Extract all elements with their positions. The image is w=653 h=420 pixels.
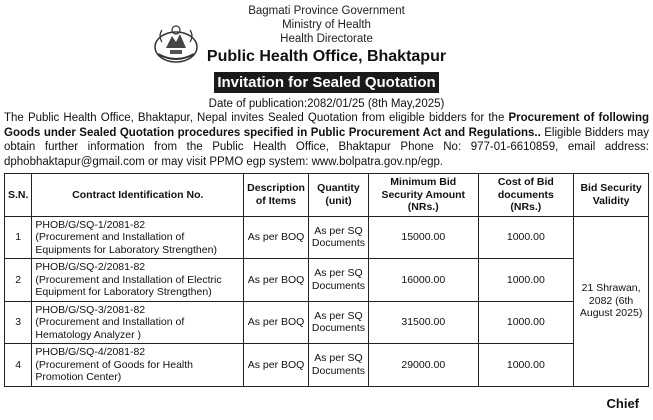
contract-cell <box>32 301 244 344</box>
description-cell: As per BOQ <box>244 259 309 302</box>
row-sn: 2 <box>5 259 32 302</box>
cost-cell: 1000.00 <box>478 216 574 259</box>
contract-cell <box>32 216 244 259</box>
quantity-cell: As per SQ Documents <box>308 301 368 344</box>
cost-cell: 1000.00 <box>478 259 574 302</box>
table-row <box>5 301 649 344</box>
contract-detail: (Procurement of Goods for Health Promotion Center) <box>35 358 193 383</box>
header-cost: Cost of Bid documents (NRs.) <box>478 174 574 217</box>
signature-chief: Chief <box>606 396 639 411</box>
quotation-table <box>4 173 649 387</box>
intro-bold-text: Procurement of following Goods under Sealed Quotation procedures specified in Public Procurement Act and Regulations.. <box>4 112 649 139</box>
row-sn: 3 <box>5 301 32 344</box>
nepal-emblem-icon <box>152 22 200 66</box>
contract-detail: (Procurement and Installation of Electric Equipment for Laboratory Strengthen) <box>35 273 222 298</box>
contract-id: PHOB/G/SQ-3/2081-82 <box>35 303 146 316</box>
quantity-cell: As per SQ Documents <box>308 259 368 302</box>
contract-id: PHOB/G/SQ-4/2081-82 <box>35 346 146 358</box>
table-row <box>5 216 649 259</box>
contract-cell <box>32 344 244 387</box>
header-sn: S.N. <box>5 174 32 217</box>
intro-text: The Public Health Office, Bhaktapur, Nepal invites Sealed Quotation from eligible bidders for the <box>4 112 509 124</box>
cost-cell: 1000.00 <box>478 344 574 387</box>
table-row <box>5 259 649 302</box>
contract-detail: (Procurement and Installation of Hematology Analyzer ) <box>35 316 185 341</box>
header-min-bid: Minimum Bid Security Amount (NRs.) <box>369 174 478 217</box>
table-row <box>5 344 649 387</box>
min-bid-cell: 31500.00 <box>369 301 478 344</box>
cost-cell: 1000.00 <box>478 301 574 344</box>
notice-banner: Invitation for Sealed Quotation <box>214 72 439 93</box>
contract-id: PHOB/G/SQ-1/2081-82 <box>35 218 146 231</box>
quantity-cell: As per SQ Documents <box>308 344 368 387</box>
min-bid-cell: 29000.00 <box>369 344 478 387</box>
min-bid-cell: 15000.00 <box>369 216 478 259</box>
description-cell: As per BOQ <box>244 301 309 344</box>
invitation-paragraph <box>4 111 649 169</box>
contact-text: Eligible Bidders may obtain further information from the Public Health Office, Bhaktapur Phone No: 977-01-6610859, email address: dphobhaktapur@gmail.com or may visit PPMO egp system: www.bolpatra.gov.np/egp. <box>4 126 649 168</box>
validity-cell: 21 Shrawan, 2082 (6th August 2025) <box>574 216 649 386</box>
office-title: Public Health Office, Bhaktapur <box>206 48 447 65</box>
header-validity: Bid Security Validity <box>574 174 649 217</box>
contract-id: PHOB/G/SQ-2/2081-82 <box>35 261 146 273</box>
ministry-name: Ministry of Health <box>282 19 371 31</box>
government-name: Bagmati Province Government <box>248 5 405 17</box>
description-cell: As per BOQ <box>244 344 309 387</box>
contract-detail: (Procurement and Installation of Equipments for Laboratory Strengthen) <box>35 231 217 256</box>
min-bid-cell: 16000.00 <box>369 259 478 302</box>
header-contract: Contract Identification No. <box>32 174 244 217</box>
header-quantity: Quantity (unit) <box>308 174 368 217</box>
description-cell: As per BOQ <box>244 216 309 259</box>
contract-cell <box>32 259 244 302</box>
header-description: Description of Items <box>244 174 309 217</box>
quantity-cell: As per SQ Documents <box>308 216 368 259</box>
row-sn: 1 <box>5 216 32 259</box>
publication-date: Date of publication:2082/01/25 (8th May,2025) <box>208 98 445 110</box>
row-sn: 4 <box>5 344 32 387</box>
table-header-row <box>5 174 649 217</box>
directorate-name: Health Directorate <box>280 33 373 45</box>
notice-header <box>0 4 653 67</box>
